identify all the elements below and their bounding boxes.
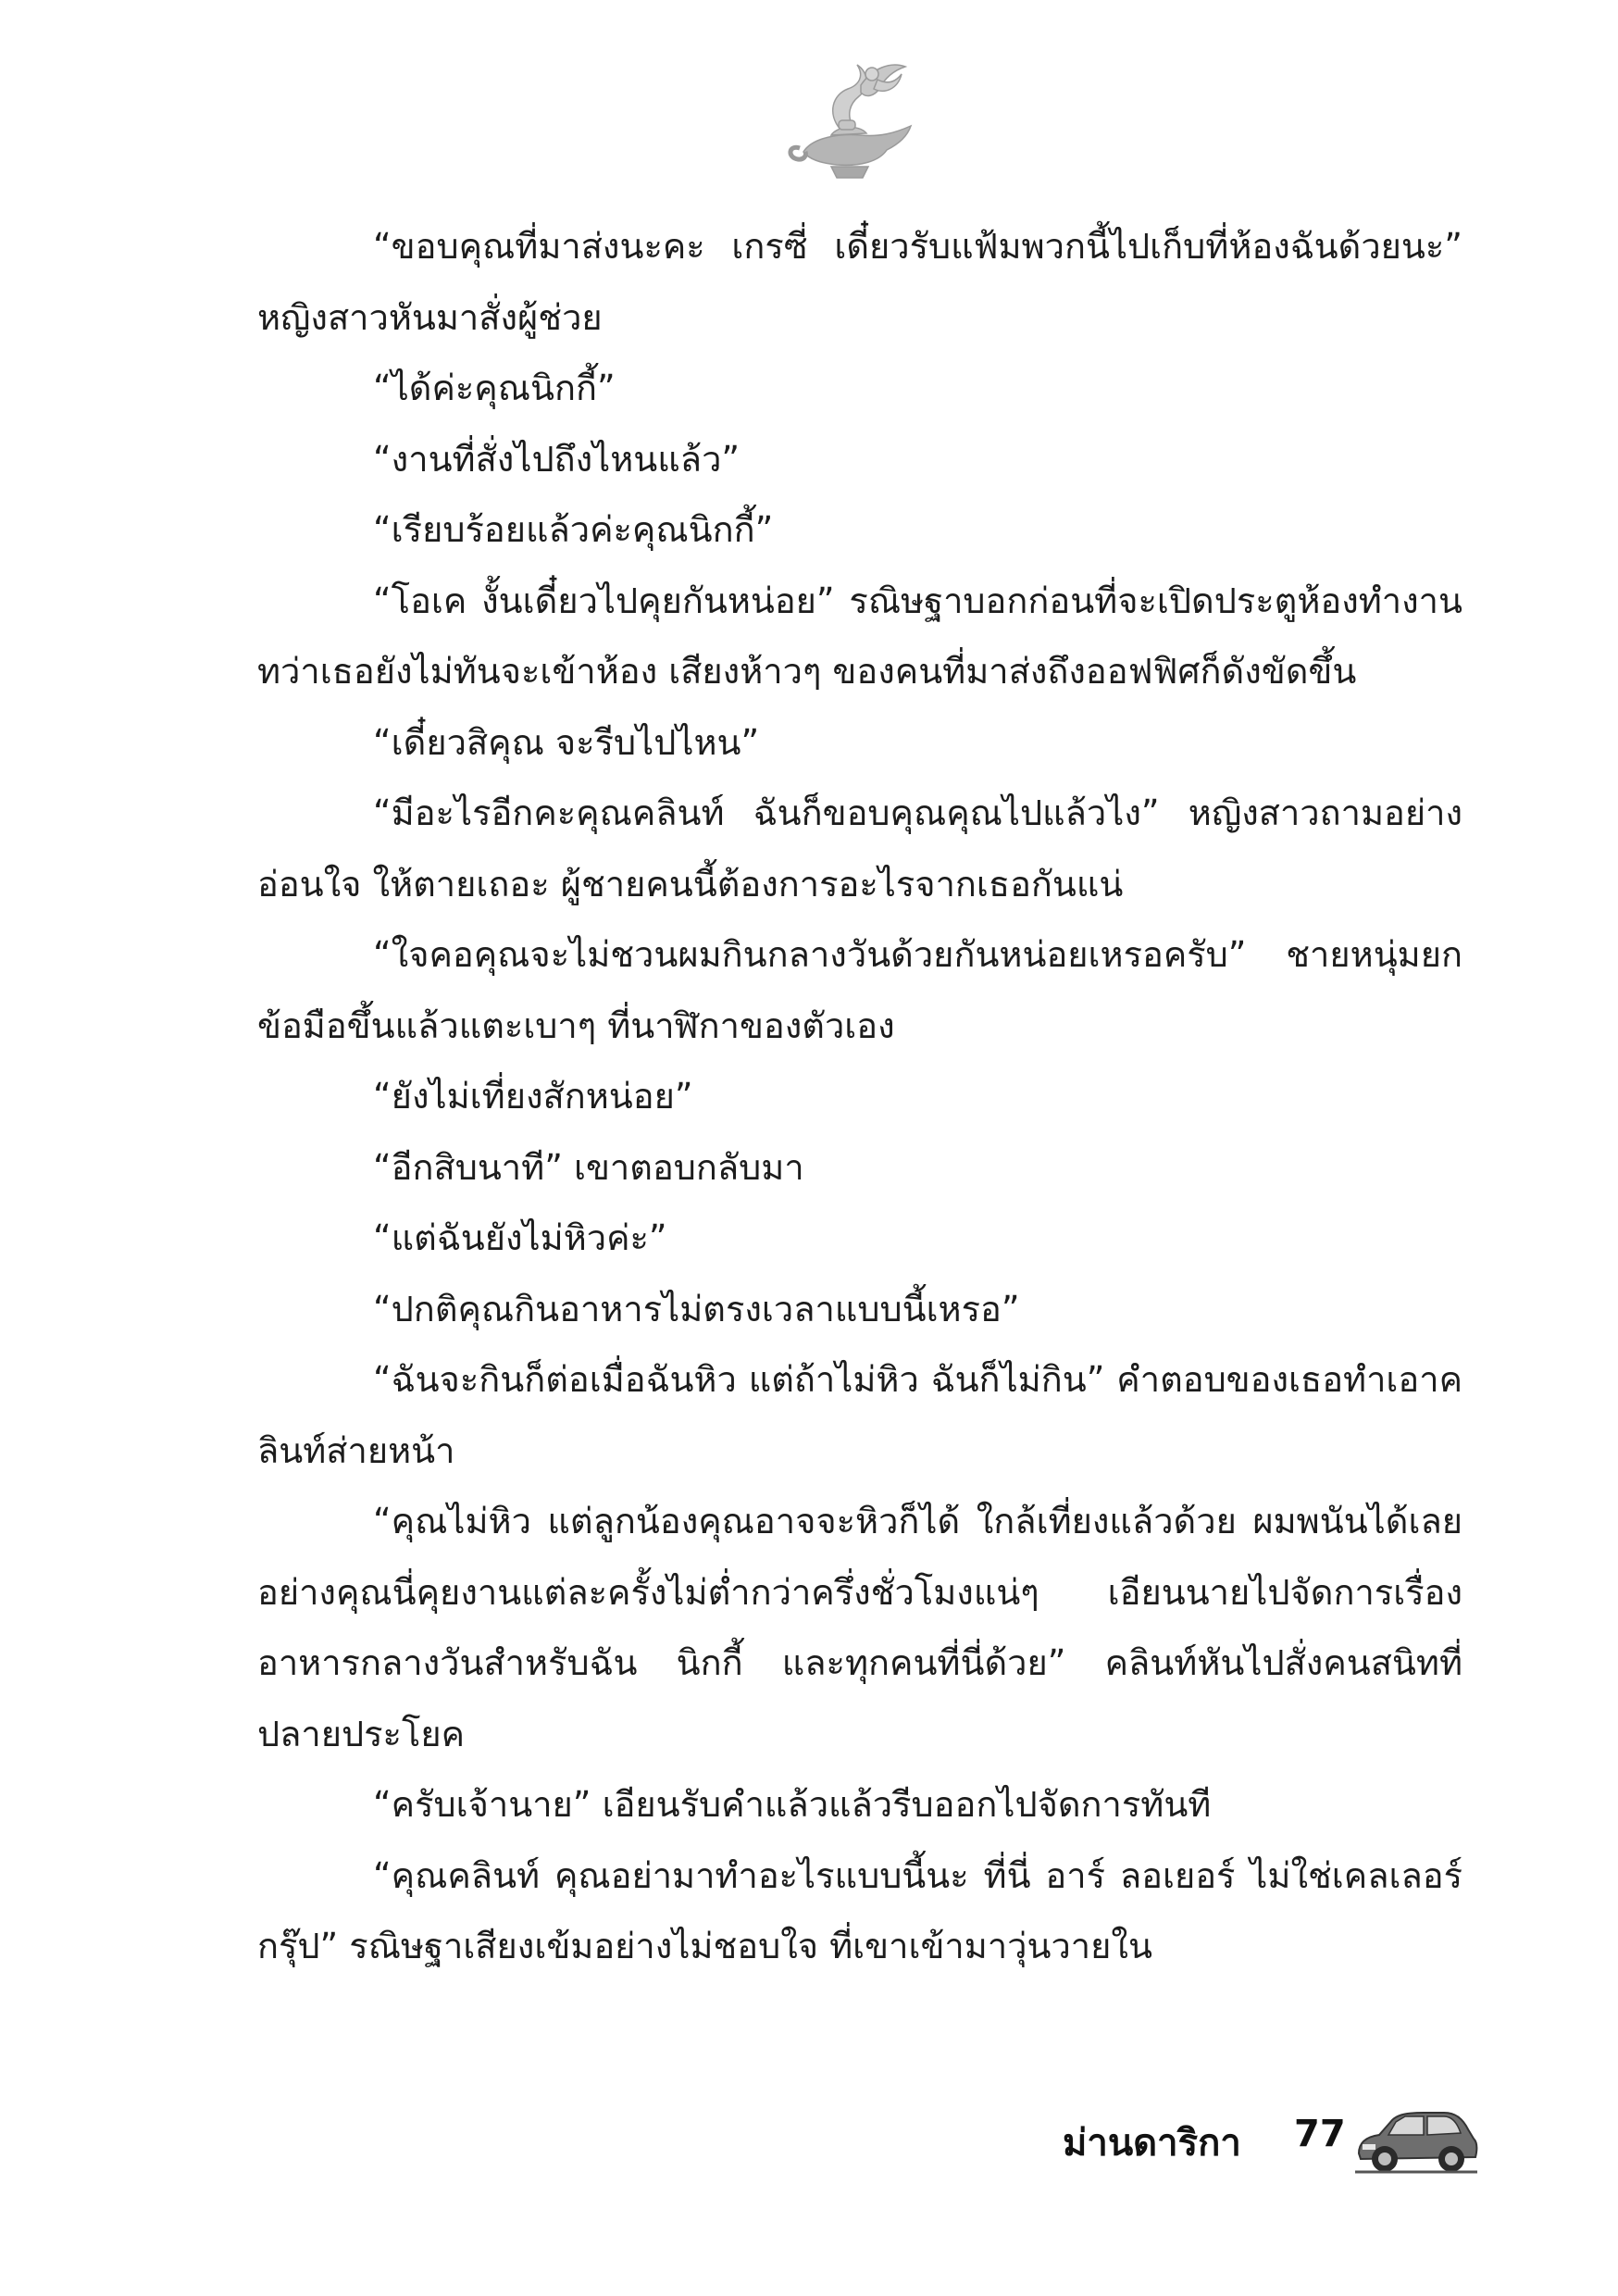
paragraph: “คุณคลินท์ คุณอย่ามาทำอะไรแบบนี้นะ ที่นี่ อาร์ ลอเยอร์ ไม่ใช่เคลเลอร์ กรุ๊ป” รณิษฐาเสียงเข้มอย่างไม่ชอบใจ ที่เขาเข้ามาวุ่นวายใน (257, 1854, 1462, 1966)
paragraph: “เดี๋ยวสิคุณ จะรีบไปไหน” (373, 721, 760, 763)
paragraph: “ครับเจ้านาย” เอียนรับคำแล้วแล้วรีบออกไปจัดการทันที (373, 1784, 1212, 1825)
genie-lamp-ornament-icon (776, 48, 933, 187)
page-footer (1046, 2092, 1481, 2194)
paragraph: “ปกติคุณกินอาหารไม่ตรงเวลาแบบนี้เหรอ” (373, 1288, 1020, 1329)
paragraph: “ยังไม่เที่ยงสักหน่อย” (373, 1076, 693, 1117)
page-number: 77 (1294, 2113, 1346, 2155)
paragraph: “อีกสิบนาที” เขาตอบกลับมา (373, 1146, 804, 1188)
book-title: ม่านดาริกา (1063, 2122, 1241, 2165)
paragraph: “โอเค งั้นเดี๋ยวไปคุยกันหน่อย” รณิษฐาบอกก่อนที่จะเปิดประตูห้องทำงาน ทว่าเธอยังไม่ทันจะเข้าห้อง เสียงห้าวๆ ของคนที่มาส่งถึงออฟฟิศก็ดังขัดขึ้น (257, 580, 1462, 692)
paragraph: “ได้ค่ะคุณนิกกี้” (373, 368, 616, 408)
paragraph: “ขอบคุณที่มาส่งนะคะ เกรซี่ เดี๋ยวรับแฟ้มพวกนี้ไปเก็บที่ห้องฉันด้วยนะ” หญิงสาวหันมาสั่งผู้ช่วย (257, 226, 1462, 338)
paragraph: “ฉันจะกินก็ต่อเมื่อฉันหิว แต่ถ้าไม่หิว ฉันก็ไม่กิน” คำตอบของเธอทำเอาคลินท์ส่ายหน้า (257, 1359, 1462, 1471)
paragraph: “คุณไม่หิว แต่ลูกน้องคุณอาจจะหิวก็ได้ ใกล้เที่ยงแล้วด้วย ผมพนันได้เลย อย่างคุณนี่คุยงานแต่ละครั้งไม่ต่ำกว่าครึ่งชั่วโมงแน่ๆ เอียนนายไปจัดการเรื่องอาหารกลางวันสำหรับฉัน นิกกี้ และทุกคนที่นี่ด้วย” คลินท์หันไปสั่งคนสนิทที่ปลายประโยค (257, 1501, 1462, 1754)
paragraph: “เรียบร้อยแล้วค่ะคุณนิกกี้” (373, 509, 774, 550)
paragraph: “ใจคอคุณจะไม่ชวนผมกินกลางวันด้วยกันหน่อยเหรอครับ” ชายหนุ่มยกข้อมือขึ้นแล้วแตะเบาๆ ที่นาฬิกาของตัวเอง (257, 934, 1462, 1046)
car-icon (1351, 2092, 1481, 2185)
paragraph: “งานที่สั่งไปถึงไหนแล้ว” (373, 438, 741, 480)
paragraph: “แต่ฉันยังไม่หิวค่ะ” (373, 1217, 667, 1258)
story-text (257, 211, 1462, 1982)
paragraph: “มีอะไรอีกคะคุณคลินท์ ฉันก็ขอบคุณคุณไปแล้วไง” หญิงสาวถามอย่างอ่อนใจ ให้ตายเถอะ ผู้ชายคนนี้ต้องการอะไรจากเธอกันแน่ (257, 792, 1462, 905)
